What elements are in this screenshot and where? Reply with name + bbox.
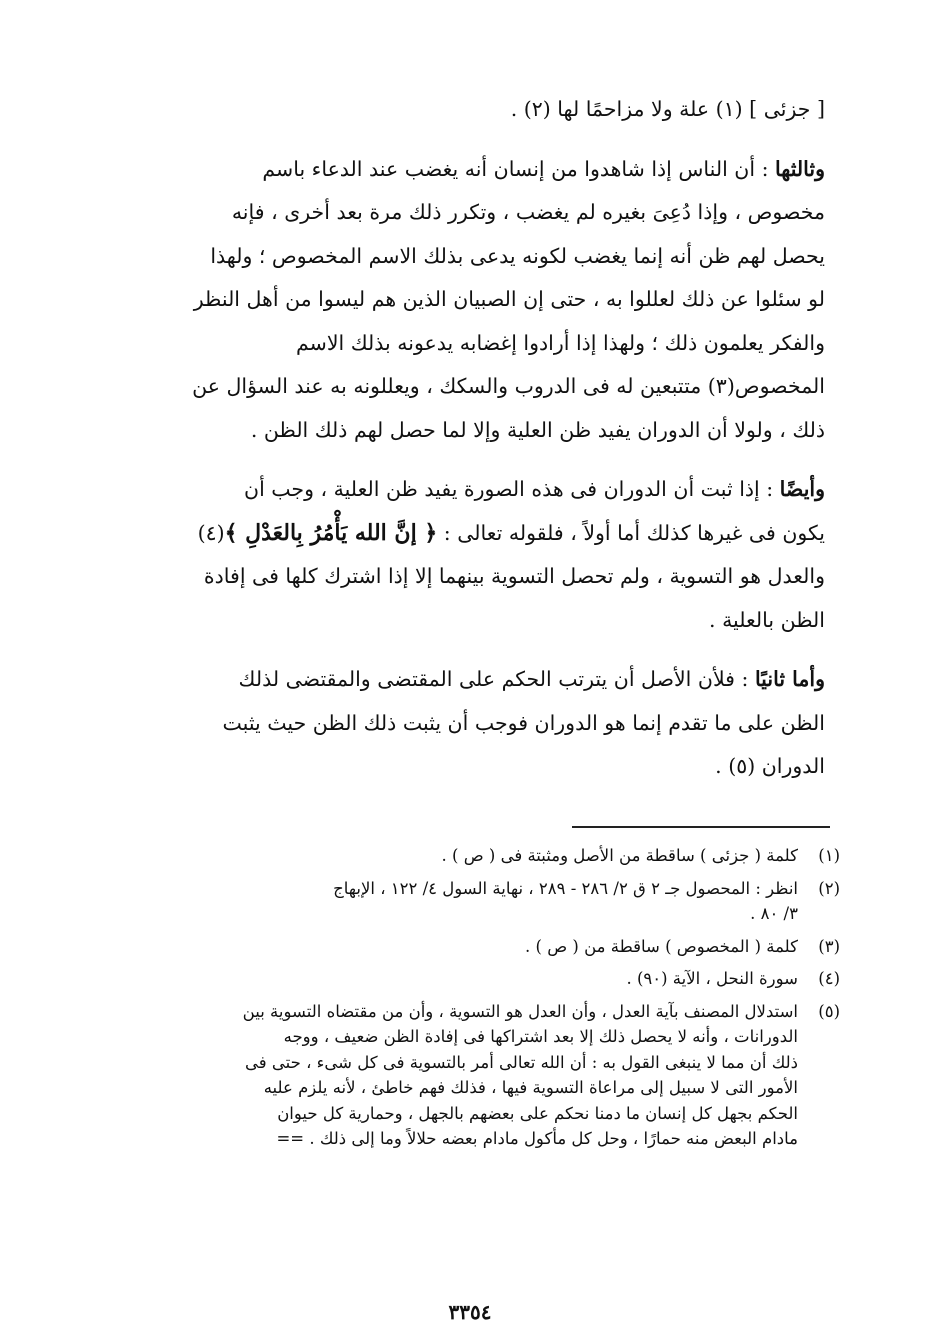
opening-line: [ جزئى ] (١) علة ولا مزاحمًا لها (٢) . <box>510 97 825 121</box>
paragraph-lead: وأما ثانيًا <box>754 667 825 691</box>
text-line: ذلك ، ولولا أن الدوران يفيد ظن العلية وإلا لما حصل لهم ذلك الظن . <box>250 417 825 442</box>
footnote <box>122 843 840 869</box>
paragraph-third-argument <box>105 148 825 453</box>
quran-verse: ﴿ إنَّ الله يَأْمُرُ بِالعَدْلِ ﴾ <box>224 519 438 546</box>
page-number: ٣٣٥٤ <box>448 1300 492 1324</box>
footnote-number: (٤) <box>818 969 840 988</box>
text-line: والفكر يعلمون ذلك ؛ ولهذا إذا أرادوا إغضابه يدعونه بذلك الاسم <box>296 330 825 355</box>
text-span: يكون فى غيرها كذلك أما أولاً ، فلقوله تعالى : <box>443 520 825 545</box>
footnote <box>122 876 840 927</box>
footnote-line: مادام البعض منه حمارًا ، وحل كل مأكول مادام بعضه حلالاً وما إلى ذلك . == <box>276 1129 798 1148</box>
footnote <box>122 966 840 992</box>
footnote-number: (٣) <box>818 936 840 956</box>
text-span: : إذا ثبت أن الدوران فى هذه الصورة يفيد ظن العلية ، وجب أن <box>244 477 774 501</box>
footnote-body <box>122 843 798 869</box>
footnote-line: الحكم بجهل كل إنسان ما دمنا نحكم على بعضهم بالجهل ، وحمارية كل حيوان <box>277 1103 798 1123</box>
paragraph-gap <box>105 452 825 468</box>
text-line: المخصوص(٣) متتبعين له فى الدروب والسكك ، ويعللونه به عند السؤال عن <box>192 374 825 398</box>
footnote <box>122 934 840 960</box>
paragraph-lead: وأيضًا <box>779 477 825 501</box>
text-line: يحصل لهم ظن أنه إنما يغضب لكونه يدعى بذلك الاسم المخصوص ؛ ولهذا <box>210 243 825 268</box>
footnote-number: (١) <box>818 846 840 865</box>
text-span: : فلأن الأصل أن يترتب الحكم على المقتضى والمقتضى لذلك <box>238 667 749 691</box>
text-line: لو سئلوا عن ذلك لعللوا به ، حتى إن الصبيان الذين هم ليسوا من أهل النظر <box>193 287 825 311</box>
text-line <box>105 658 825 702</box>
footnote-line: انظر : المحصول جـ ٢ ق ٢/ ٢٨٦ - ٢٨٩ ، نهاية السول ٤/ ١٢٢ ، الإبهاج <box>333 878 798 898</box>
paragraph-gap <box>105 132 825 148</box>
text-line: والعدل هو التسوية ، ولم تحصل التسوية بينهما إلا إذا اشترك كلها فى إفادة <box>203 564 825 588</box>
footnote-line: كلمة ( جزئى ) ساقطة من الأصل ومثبتة فى ( ص ) . <box>441 846 798 865</box>
footnote-line: كلمة ( المخصوص ) ساقطة من ( ص ) . <box>525 936 798 956</box>
paragraph-second <box>105 658 825 789</box>
footnote-divider <box>572 826 830 828</box>
text-line <box>105 468 825 512</box>
paragraph-lead: وثالثها <box>775 156 825 181</box>
paragraph-gap <box>105 642 825 658</box>
footnote-number: (٢) <box>818 878 840 898</box>
footnote-ref: (٤) <box>197 520 225 545</box>
footnote-number: (٥) <box>818 1001 840 1021</box>
footnote-line: سورة النحل ، الآية (٩٠) . <box>626 969 798 988</box>
text-line: الظن على ما تقدم إنما هو الدوران فوجب أن يثبت ذلك الظن حيث يثبت <box>222 710 825 735</box>
footnote-line: الدورانات ، وأنه لا يحصل ذلك إلا بعد اشتراكها فى إفادة الظن ضعيف ، ووجه <box>283 1027 798 1046</box>
footnote-line: الأمور التى لا سبيل إلى مراعاة التسوية فيها ، فذلك فهم خاطئ ، لأنه يلزم عليه <box>263 1078 798 1097</box>
paragraph-also <box>105 468 825 642</box>
main-text <box>105 88 825 789</box>
footnote-line: استدلال المصنف بآية العدل ، وأن العدل هو التسوية ، وأن من مقتضاه التسوية بين <box>242 1001 798 1021</box>
text-line: مخصوص ، وإذا دُعِىَ بغيره لم يغضب ، وتكرر ذلك مرة بعد أخرى ، فإنه <box>231 200 825 224</box>
footnotes <box>122 843 840 1159</box>
footnote <box>122 999 840 1152</box>
text-line <box>105 512 825 556</box>
footnote-body <box>122 876 798 927</box>
text-line: الدوران (٥) . <box>715 754 825 778</box>
text-line: الظن بالعلية . <box>709 607 825 632</box>
text-line <box>105 148 825 192</box>
footnote-line: ٣/ ٨٠ . <box>750 904 798 923</box>
footnote-body <box>122 934 798 960</box>
footnote-line: ذلك أن مما لا ينبغى القول به : أن الله تعالى أمر بالتسوية فى كل شىء ، حتى فى <box>245 1052 798 1072</box>
text-span: : أن الناس إذا شاهدوا من إنسان أنه يغضب عند الدعاء باسم <box>262 156 769 181</box>
footnote-body <box>122 966 798 992</box>
footnote-body <box>122 999 798 1152</box>
